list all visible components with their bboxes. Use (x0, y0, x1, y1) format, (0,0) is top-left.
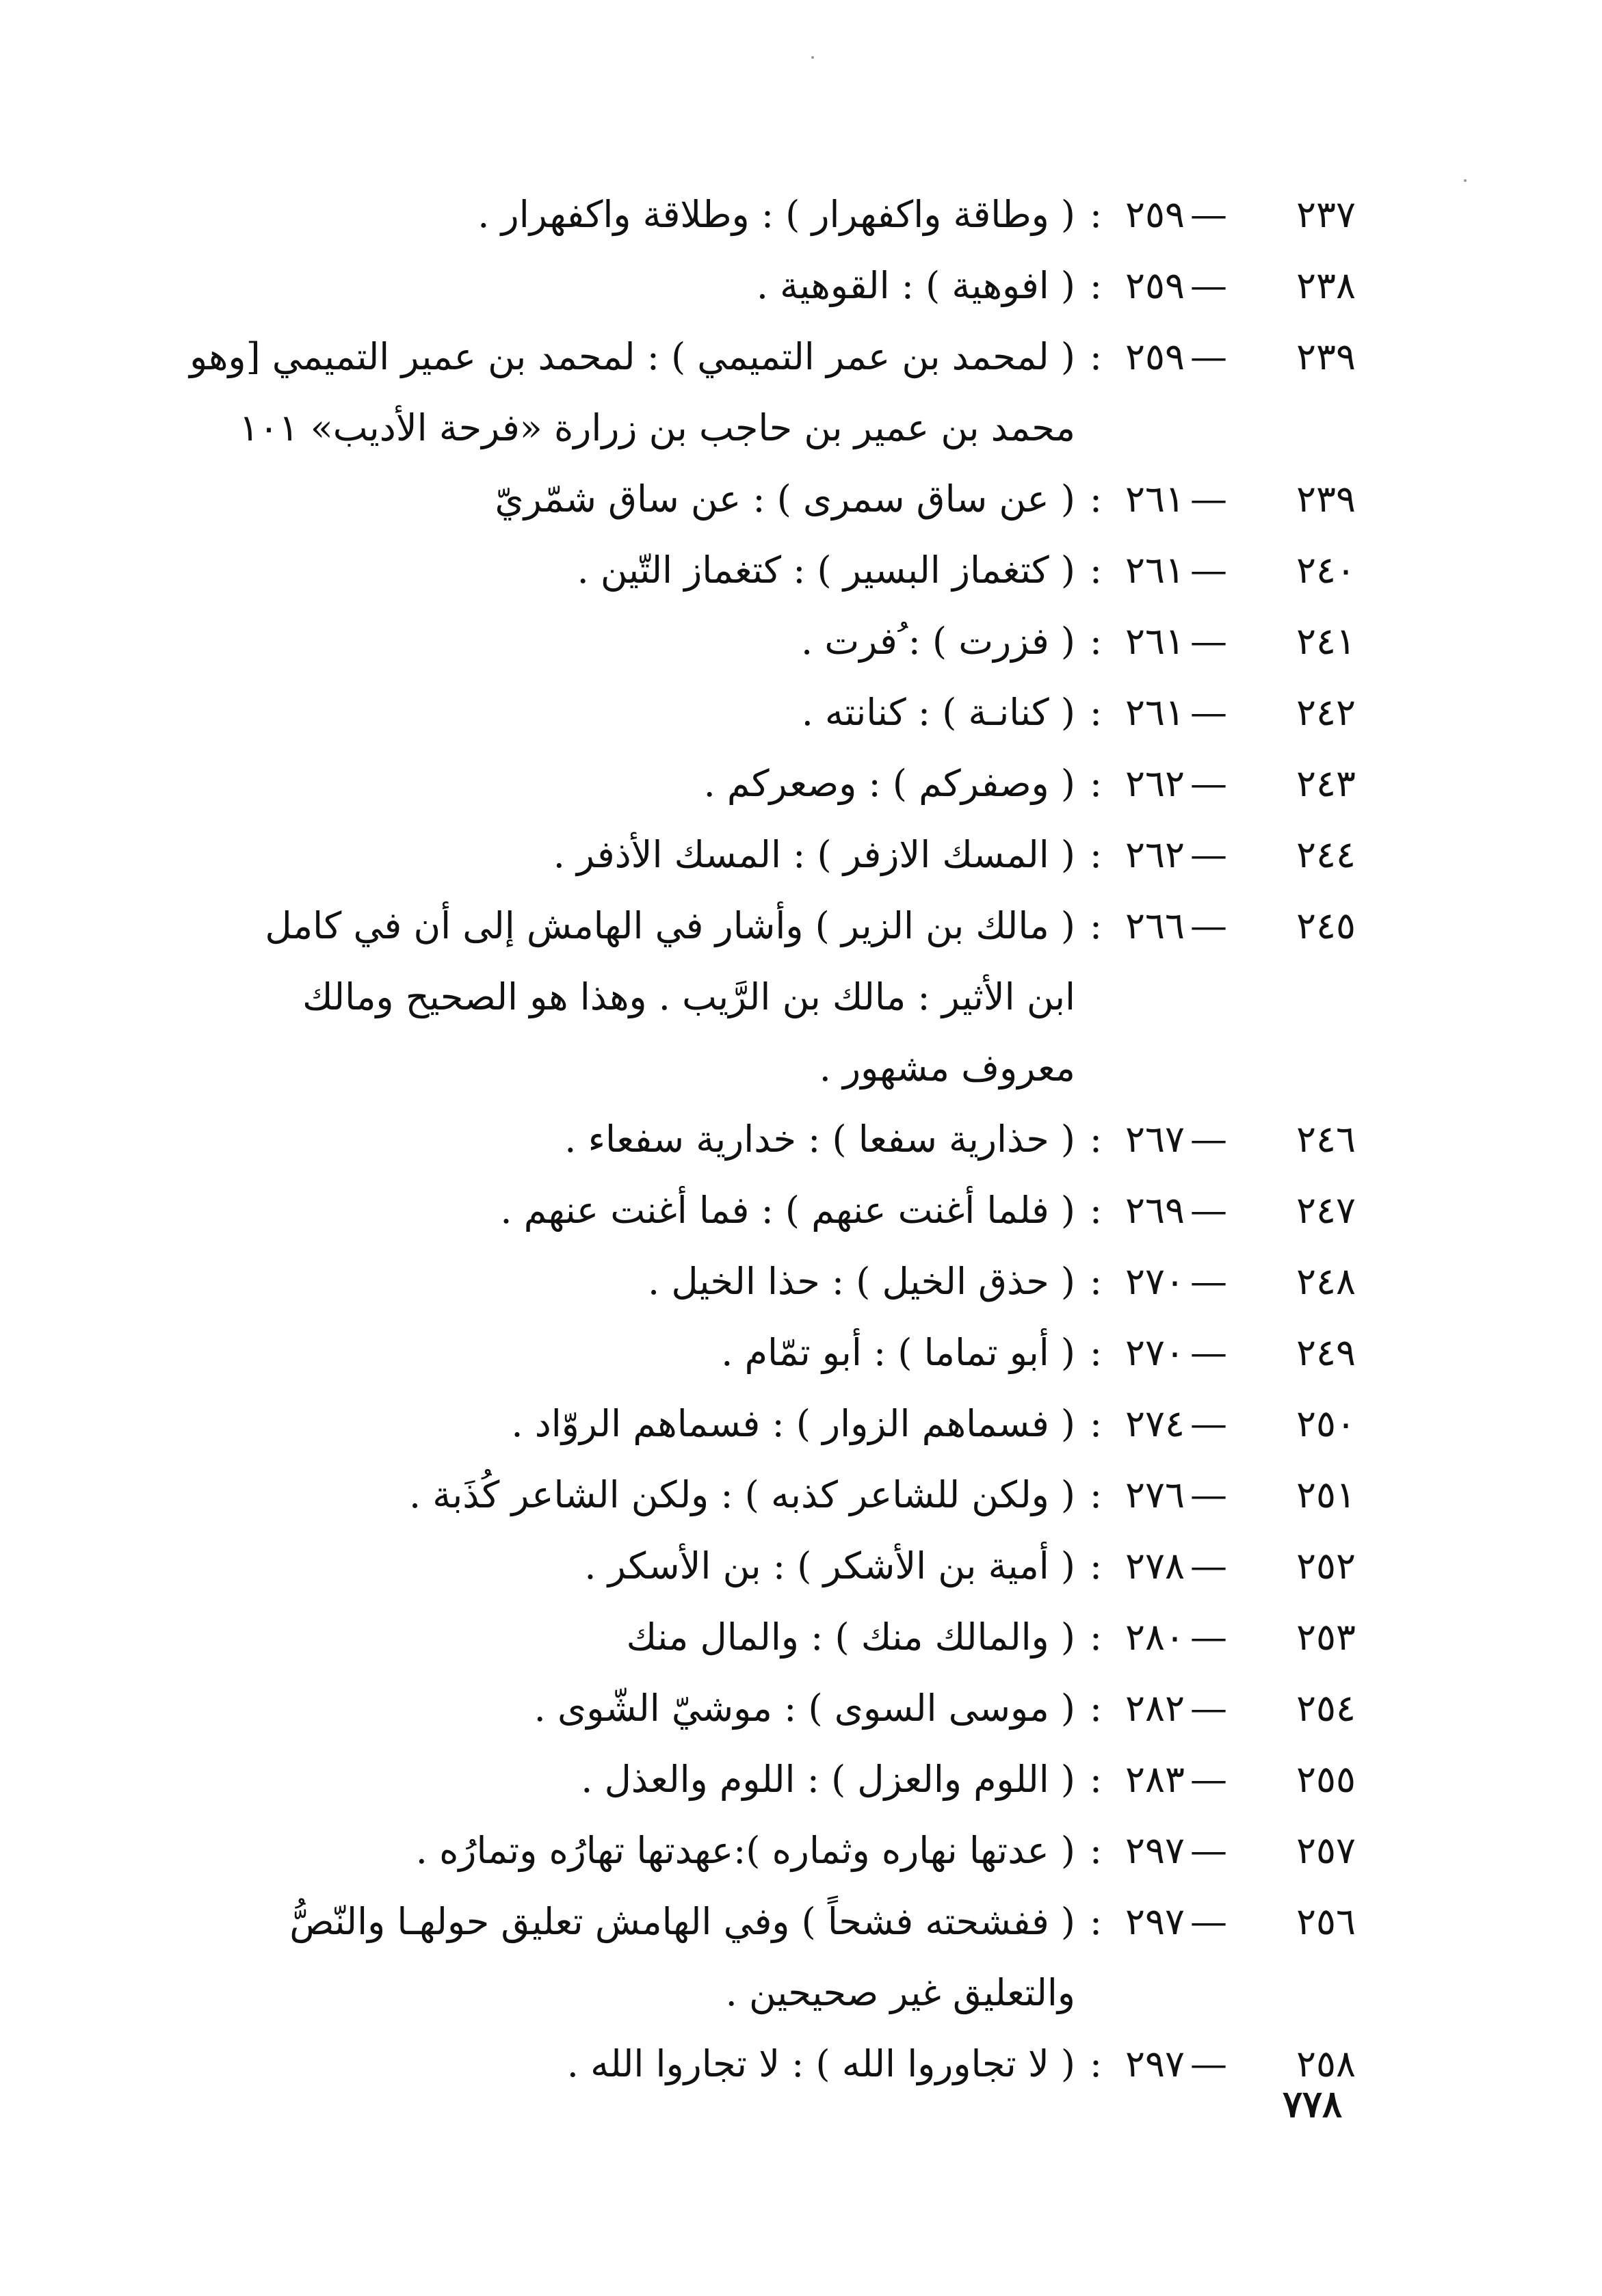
entry-continuation-line: ابن الأثير : مالك بن الرَّيب . وهذا هو الصحيح ومالك (302, 975, 1075, 1018)
entry-number: ٢٤١ (1296, 620, 1356, 663)
errata-entry (234, 1175, 1356, 1246)
entry-number: ٢٥٣ (1296, 1615, 1356, 1659)
entry-correction-text: ( حذق الخيل ) : حذا الخيل . (647, 1260, 1075, 1303)
entry-correction-text: ( والمالك منك ) : والمال منك (626, 1615, 1075, 1659)
errata-entry (234, 1246, 1356, 1317)
entry-dash: — (1190, 1118, 1227, 1161)
entry-page-ref: ٢٦٢ (1125, 762, 1185, 805)
entry-colon: : (1089, 264, 1103, 307)
entry-number: ٢٥٤ (1296, 1687, 1356, 1730)
entry-dash: — (1190, 620, 1227, 663)
entry-number: ٢٣٩ (1296, 335, 1356, 378)
entry-correction-text: ( لا تجاوروا الله ) : لا تجاروا الله . (566, 2042, 1075, 2085)
entry-correction-text: ( وطاقة واكفهرار ) : وطلاقة واكفهرار . (477, 193, 1075, 236)
errata-entry (234, 1673, 1356, 1744)
entry-page-ref: ٢٩٧ (1125, 2042, 1185, 2085)
entry-number: ٢٣٨ (1296, 264, 1356, 307)
errata-entry (234, 1388, 1356, 1460)
errata-entry (234, 1815, 1356, 1886)
entry-dash: — (1190, 762, 1227, 805)
entry-number: ٢٥٥ (1296, 1758, 1356, 1801)
entry-dash: — (1190, 691, 1227, 734)
entry-page-ref: ٢٥٩ (1125, 193, 1185, 236)
entry-number: ٢٤٣ (1296, 762, 1356, 805)
entry-colon: : (1089, 1687, 1103, 1730)
entry-colon: : (1089, 904, 1103, 947)
entry-dash: — (1190, 1687, 1227, 1730)
errata-entry (234, 1886, 1356, 1957)
entry-correction-text: ( أمية بن الأشكر ) : بن الأسكر . (584, 1544, 1075, 1587)
entry-colon: : (1089, 549, 1103, 592)
errata-entry (234, 1460, 1356, 1531)
entry-page-ref: ٢٦١ (1125, 549, 1185, 592)
entry-correction-text: ( افوهية ) : القوهية . (756, 264, 1075, 307)
entry-continuation-line: محمد بن عمير بن حاجب بن زرارة «فرحة الأديب» ١٠١ (239, 406, 1075, 449)
entry-colon: : (1089, 691, 1103, 734)
entry-continuation-line: معروف مشهور . (819, 1046, 1075, 1090)
entry-colon: : (1089, 1473, 1103, 1516)
entry-dash: — (1190, 1331, 1227, 1374)
entry-correction-text: ( عدتها نهاره وثماره ):عهدتها تهارُه وتمارُه . (415, 1829, 1075, 1872)
entry-correction-text: ( عن ساق سمرى ) : عن ساق شمّريّ (495, 477, 1075, 520)
entry-correction-text: ( كنانـة ) : كنانته . (801, 691, 1075, 734)
entry-correction-text: ( ولكن للشاعر كذبه ) : ولكن الشاعر كُذَبة . (408, 1473, 1075, 1516)
page-number: ٧٧٨ (1282, 2082, 1342, 2126)
entry-dash: — (1190, 477, 1227, 520)
entry-dash: — (1190, 1615, 1227, 1659)
entry-number: ٢٤٩ (1296, 1331, 1356, 1374)
errata-entry (189, 321, 1356, 393)
entry-dash: — (1190, 1402, 1227, 1445)
entry-number: ٢٥٨ (1296, 2042, 1356, 2085)
entry-colon: : (1089, 1615, 1103, 1659)
entry-correction-text: ( وصفركم ) : وصعركم . (703, 762, 1075, 805)
entry-colon: : (1089, 620, 1103, 663)
entry-number: ٢٥٧ (1296, 1829, 1356, 1872)
errata-entry (234, 677, 1356, 748)
errata-entry (234, 1744, 1356, 1815)
entry-colon: : (1089, 833, 1103, 876)
entry-correction-text: ( حذارية سفعا ) : خدارية سفعاء . (564, 1118, 1075, 1161)
errata-entry (234, 2029, 1356, 2100)
entry-page-ref: ٢٧٨ (1125, 1544, 1185, 1587)
entry-page-ref: ٢٧٠ (1125, 1331, 1185, 1374)
entry-page-ref: ٢٩٧ (1125, 1829, 1185, 1872)
entry-page-ref: ٢٦٦ (1125, 904, 1185, 947)
entry-colon: : (1089, 1829, 1103, 1872)
entry-colon: : (1089, 2042, 1103, 2085)
entry-colon: : (1089, 1758, 1103, 1801)
entry-number: ٢٤٢ (1296, 691, 1356, 734)
entry-correction-text: ( موسى السوى ) : موشيّ الشّوى . (534, 1687, 1075, 1730)
entry-dash: — (1190, 904, 1227, 947)
entry-dash: — (1190, 264, 1227, 307)
entry-dash: — (1190, 193, 1227, 236)
entry-colon: : (1089, 1331, 1103, 1374)
entry-number: ٢٤٦ (1296, 1118, 1356, 1161)
entry-colon: : (1089, 1118, 1103, 1161)
entry-dash: — (1190, 1260, 1227, 1303)
entry-correction-text: ( كتغماز البسير ) : كتغماز التّين . (577, 549, 1075, 592)
entry-page-ref: ٢٧٠ (1125, 1260, 1185, 1303)
entry-page-ref: ٢٧٤ (1125, 1402, 1185, 1445)
entry-page-ref: ٢٨٠ (1125, 1615, 1185, 1659)
entry-correction-text: ( فسماهم الزوار ) : فسماهم الروّاد . (511, 1402, 1075, 1445)
entry-colon: : (1089, 477, 1103, 520)
errata-entry (234, 179, 1356, 250)
entry-correction-text: ( لمحمد بن عمر التميمي ) : لمحمد بن عمير التميمي [وهو (189, 335, 1075, 378)
entry-number: ٢٥٠ (1296, 1402, 1356, 1445)
entry-number: ٢٤٧ (1296, 1189, 1356, 1232)
entry-number: ٢٥٢ (1296, 1544, 1356, 1587)
entry-dash: — (1190, 1189, 1227, 1232)
entry-number: ٢٤٥ (1296, 904, 1356, 947)
entry-dash: — (1190, 1544, 1227, 1587)
errata-entry (234, 1531, 1356, 1602)
errata-entry (234, 1602, 1356, 1673)
entry-dash: — (1190, 2042, 1227, 2085)
entry-correction-text: ( مالك بن الزير ) وأشار في الهامش إلى أن في كامل (265, 904, 1075, 947)
entry-colon: : (1089, 193, 1103, 236)
entry-colon: : (1089, 762, 1103, 805)
entry-correction-text: ( فزرت ) : ُفرت . (801, 620, 1075, 663)
entry-number: ٢٤٤ (1296, 833, 1356, 876)
entry-correction-text: ( فلما أغنت عنهم ) : فما أغنت عنهم . (500, 1189, 1075, 1232)
errata-entry (234, 464, 1356, 535)
entry-dash: — (1190, 833, 1227, 876)
entry-dash: — (1190, 1829, 1227, 1872)
entry-dash: — (1190, 1473, 1227, 1516)
entry-continuation-line: والتعليق غير صحيحين . (725, 1971, 1075, 2014)
entry-colon: : (1089, 1189, 1103, 1232)
errata-entry (234, 250, 1356, 321)
entry-colon: : (1089, 1900, 1103, 1943)
errata-entry (234, 606, 1356, 677)
entry-colon: : (1089, 1260, 1103, 1303)
entry-dash: — (1190, 549, 1227, 592)
entry-number: ٢٣٧ (1296, 193, 1356, 236)
entry-page-ref: ٢٦٢ (1125, 833, 1185, 876)
entry-number: ٢٤٨ (1296, 1260, 1356, 1303)
entry-colon: : (1089, 1544, 1103, 1587)
errata-entry (234, 890, 1356, 962)
entry-correction-text: ( اللوم والعزل ) : اللوم والعذل . (581, 1758, 1075, 1801)
entry-number: ٢٣٩ (1296, 477, 1356, 520)
errata-list (189, 179, 1356, 2100)
entry-page-ref: ٢٨٣ (1125, 1758, 1185, 1801)
entry-page-ref: ٢٦١ (1125, 691, 1185, 734)
scan-speck (1464, 179, 1467, 182)
entry-correction-text: ( المسك الازفر ) : المسك الأذفر . (553, 833, 1075, 876)
errata-entry (234, 1317, 1356, 1388)
errata-entry (234, 819, 1356, 890)
entry-dash: — (1190, 1900, 1227, 1943)
entry-correction-text: ( ففشحته فشحاً ) وفي الهامش تعليق حولهـا والنّصُّ (289, 1900, 1075, 1943)
errata-entry (234, 748, 1356, 819)
entry-dash: — (1190, 335, 1227, 378)
entry-page-ref: ٢٥٩ (1125, 335, 1185, 378)
entry-page-ref: ٢٦٩ (1125, 1189, 1185, 1232)
entry-page-ref: ٢٧٦ (1125, 1473, 1185, 1516)
entry-colon: : (1089, 335, 1103, 378)
errata-entry (234, 1104, 1356, 1175)
entry-page-ref: ٢٩٧ (1125, 1900, 1185, 1943)
entry-colon: : (1089, 1402, 1103, 1445)
entry-page-ref: ٢٦١ (1125, 620, 1185, 663)
entry-number: ٢٥٦ (1296, 1900, 1356, 1943)
entry-correction-text: ( أبو تماما ) : أبو تمّام . (721, 1331, 1075, 1374)
scan-speck (811, 56, 814, 59)
entry-page-ref: ٢٦١ (1125, 477, 1185, 520)
entry-dash: — (1190, 1758, 1227, 1801)
entry-page-ref: ٢٦٧ (1125, 1118, 1185, 1161)
entry-number: ٢٤٠ (1296, 549, 1356, 592)
entry-number: ٢٥١ (1296, 1473, 1356, 1516)
entry-page-ref: ٢٨٢ (1125, 1687, 1185, 1730)
errata-entry (234, 535, 1356, 606)
entry-page-ref: ٢٥٩ (1125, 264, 1185, 307)
